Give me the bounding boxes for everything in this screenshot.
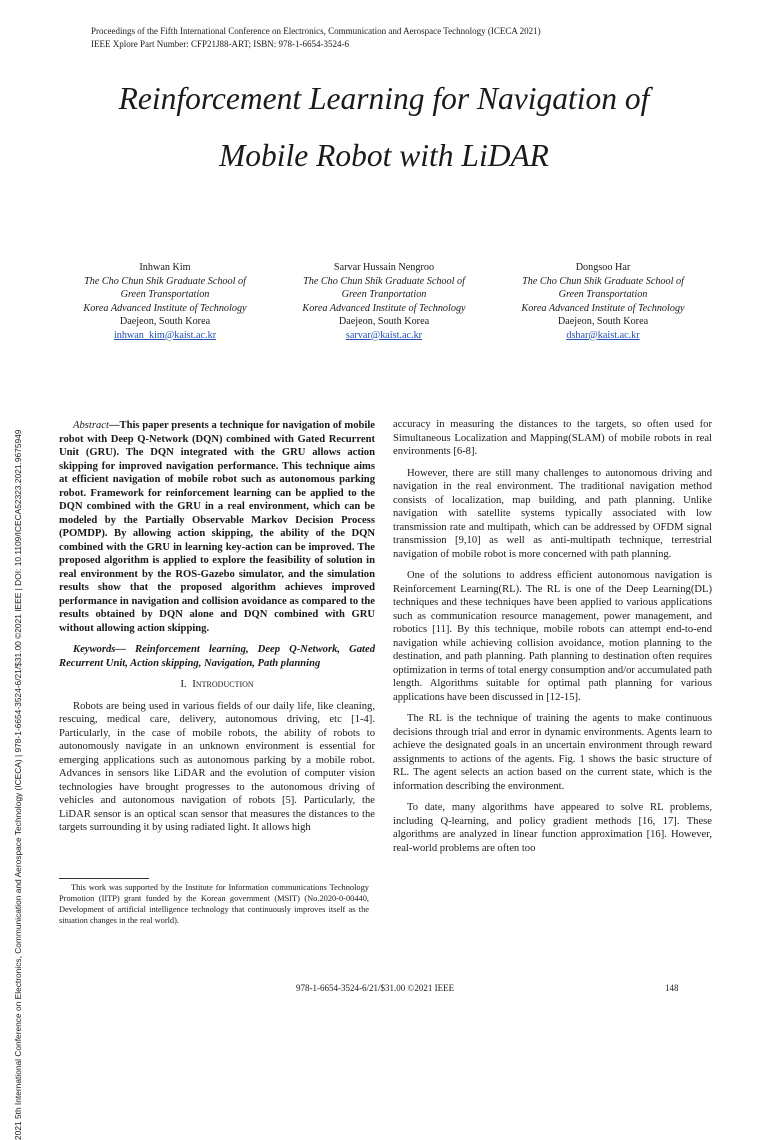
author-name: Dongsoo Har [575,262,631,273]
doi-sidebar-text: 2021 5th International Conference on Electronics, Communication and Aerospace Technology (ICECA) | 978-1-6654-3524-6/21/$31.00 ©2021 IEEE | DOI: 10.1109/ICECA52323.2021.9675949 [13,429,23,1140]
paper-title [60,70,708,184]
header-line-1: Proceedings of the Fifth International Conference on Electronics, Communication and Aerospace Technology (ICECA 2021) [91,26,541,36]
author-name: Inhwan Kim [139,262,191,273]
footnote-rule [59,878,149,879]
author-institution: Korea Advanced Institute of Technology [83,302,247,314]
author-affiliation: The Cho Chun Shik Graduate School of [84,275,246,287]
body-paragraph: To date, many algorithms have appeared to solve RL problems, including Q-learning, and policy gradient methods [16, 17]. These algorithms are analyzed in linear function approximation [16]. However, real-world problems are often too [393,802,712,854]
author-name: Sarvar Hussain Nengroo [333,262,435,273]
section-title: Introduction [192,678,254,690]
footnote [59,882,369,926]
author-institution: Korea Advanced Institute of Technology [521,302,685,314]
author-city: Daejeon, South Korea [338,316,430,327]
author-email-link[interactable]: dshar@kaist.ac.kr [566,329,640,341]
author-affiliation: Green Tranportation [341,289,427,300]
body-paragraph: One of the solutions to address efficient autonomous navigation is Reinforcement Learning(RL). The RL is one of the Deep Learning(DL) techniques and these techniques have been applied to various applications such as communication resource management, power management, and robotics [11]. By this technique, mobile robots can attempt end-to-end navigation while achieving collision avoidance, motion planning to the destination, and path planning. Path planning to destination often requires optimization in terms of total energy consumption and/or accumulated path length. Algorithms suitable for optimal path planning for various applications have been discussed in [12-15]. [393,570,713,703]
author-block-3 [498,261,708,342]
body-paragraph: accuracy in measuring the distances to the targets, so often used for Simultaneous Localization and Mapping(SLAM) of mobile robots in real environments [6-8]. [393,419,712,457]
keywords-label: Keywords— [73,644,126,655]
author-affiliation: Green Transportation [120,289,210,300]
left-column [59,419,375,843]
author-email-link[interactable]: inhwan_kim@kaist.ac.kr [113,329,217,341]
keywords-text: Reinforcement learning, Deep Q-Network, Gated Recurrent Unit, Action skipping, Navigation, Path planning [59,644,375,669]
proceedings-header [91,25,541,51]
abstract-label: Abstract [73,420,109,431]
doi-sidebar [5,150,33,1140]
body-paragraph: The RL is the technique of training the agents to make continuous decisions through trial and error in dynamic environments. Agents learn to achieve the designated goals in an uncertain environment through reward assignments to actions of the agents. Fig. 1 shows the basic structure of RL. The agent selects an action based on the current state, which is the information describing the environment. [393,713,712,792]
abstract-dash: — [108,420,120,431]
page-number: 148 [665,983,679,993]
header-line-2: IEEE Xplore Part Number: CFP21J88-ART; ISBN: 978-1-6654-3524-6 [91,39,349,49]
author-affiliation: The Cho Chun Shik Graduate School of [522,275,684,287]
author-city: Daejeon, South Korea [119,316,211,327]
author-city: Daejeon, South Korea [557,316,649,327]
author-email-link[interactable]: sarvar@kaist.ac.kr [345,329,423,341]
author-affiliation: Green Transportation [558,289,648,300]
footnote-text: This work was supported by the Institute for Information communications Technology Promotion (IITP) grant funded by the Korean government (MSIT) (No.2020-0-00440, Development of artificial intelligence technology that continuously improves itself as the situation changes in the real world). [59,883,369,925]
author-block-1 [60,261,270,342]
abstract-text: This paper presents a technique for navigation of mobile robot with Deep Q-Network (DQN) combined with Gated Recurrent Unit (GRU). The DQN integrated with the GRU allows action skipping for improved navigation performance. This technique aims at efficient navigation of mobile robot such as autonomous parking robot. Framework for reinforcement learning can be applied to the DQN combined with the GRU in a real environment, which can be modeled by the Partially Observable Markov Decision Process (POMDP). By allowing action skipping, the ability of the DQN combined with the GRU in learning key-action can be improved. The proposed algorithm is applied to explore the feasibility of solution in real environment by the ROS-Gazebo simulator, and the simulation results show that the proposed algorithm achieves improved performance in navigation and collision avoidance as compared to the results obtained by DQN alone and DQN combined with GRU without allowing action skipping. [59,420,375,634]
author-institution: Korea Advanced Institute of Technology [302,302,466,314]
intro-paragraph: Robots are being used in various fields of our daily life, like cleaning, rescuing, medical care, delivery, autonomous driving, etc [1-4]. Particularly, in the case of mobile robots, the ability of robots to autonomously navigate in an unknown environment is essential for emerging applications such as autonomous parking by a mobile robot. Advances in sensors like LiDAR and the evolution of computer vision technologies have brought progresses to the autonomous driving of vehicles and autonomous navigation of robots [5]. Particularly, the LiDAR sensor is an optical scan sensor that measures the distances to the targets surrounding it by using radiated light. It allows high [59,700,375,833]
section-number: I. [180,678,187,690]
body-paragraph: However, there are still many challenges to autonomous driving and navigation in the real environment. The traditional navigation method consists of localization, map building, and path planning. Unlike navigation with satellite systems typically associated with low transmission rate and multipath, which can be addressed by OFDM signal transmission [9,10] as well as anti-multipath technique, terrestrial navigation of mobile robot is more concerned with path planning. [393,467,712,560]
section-heading [59,678,375,692]
title-line-2: Mobile Robot with LiDAR [219,138,549,173]
author-affiliation: The Cho Chun Shik Graduate School of [303,275,465,287]
title-line-1: Reinforcement Learning for Navigation of [118,81,650,116]
keywords-paragraph [59,643,375,670]
abstract-paragraph [59,419,375,635]
author-block-2 [279,261,489,342]
right-column [393,418,712,863]
footer-copyright: 978-1-6654-3524-6/21/$31.00 ©2021 IEEE [296,983,455,993]
